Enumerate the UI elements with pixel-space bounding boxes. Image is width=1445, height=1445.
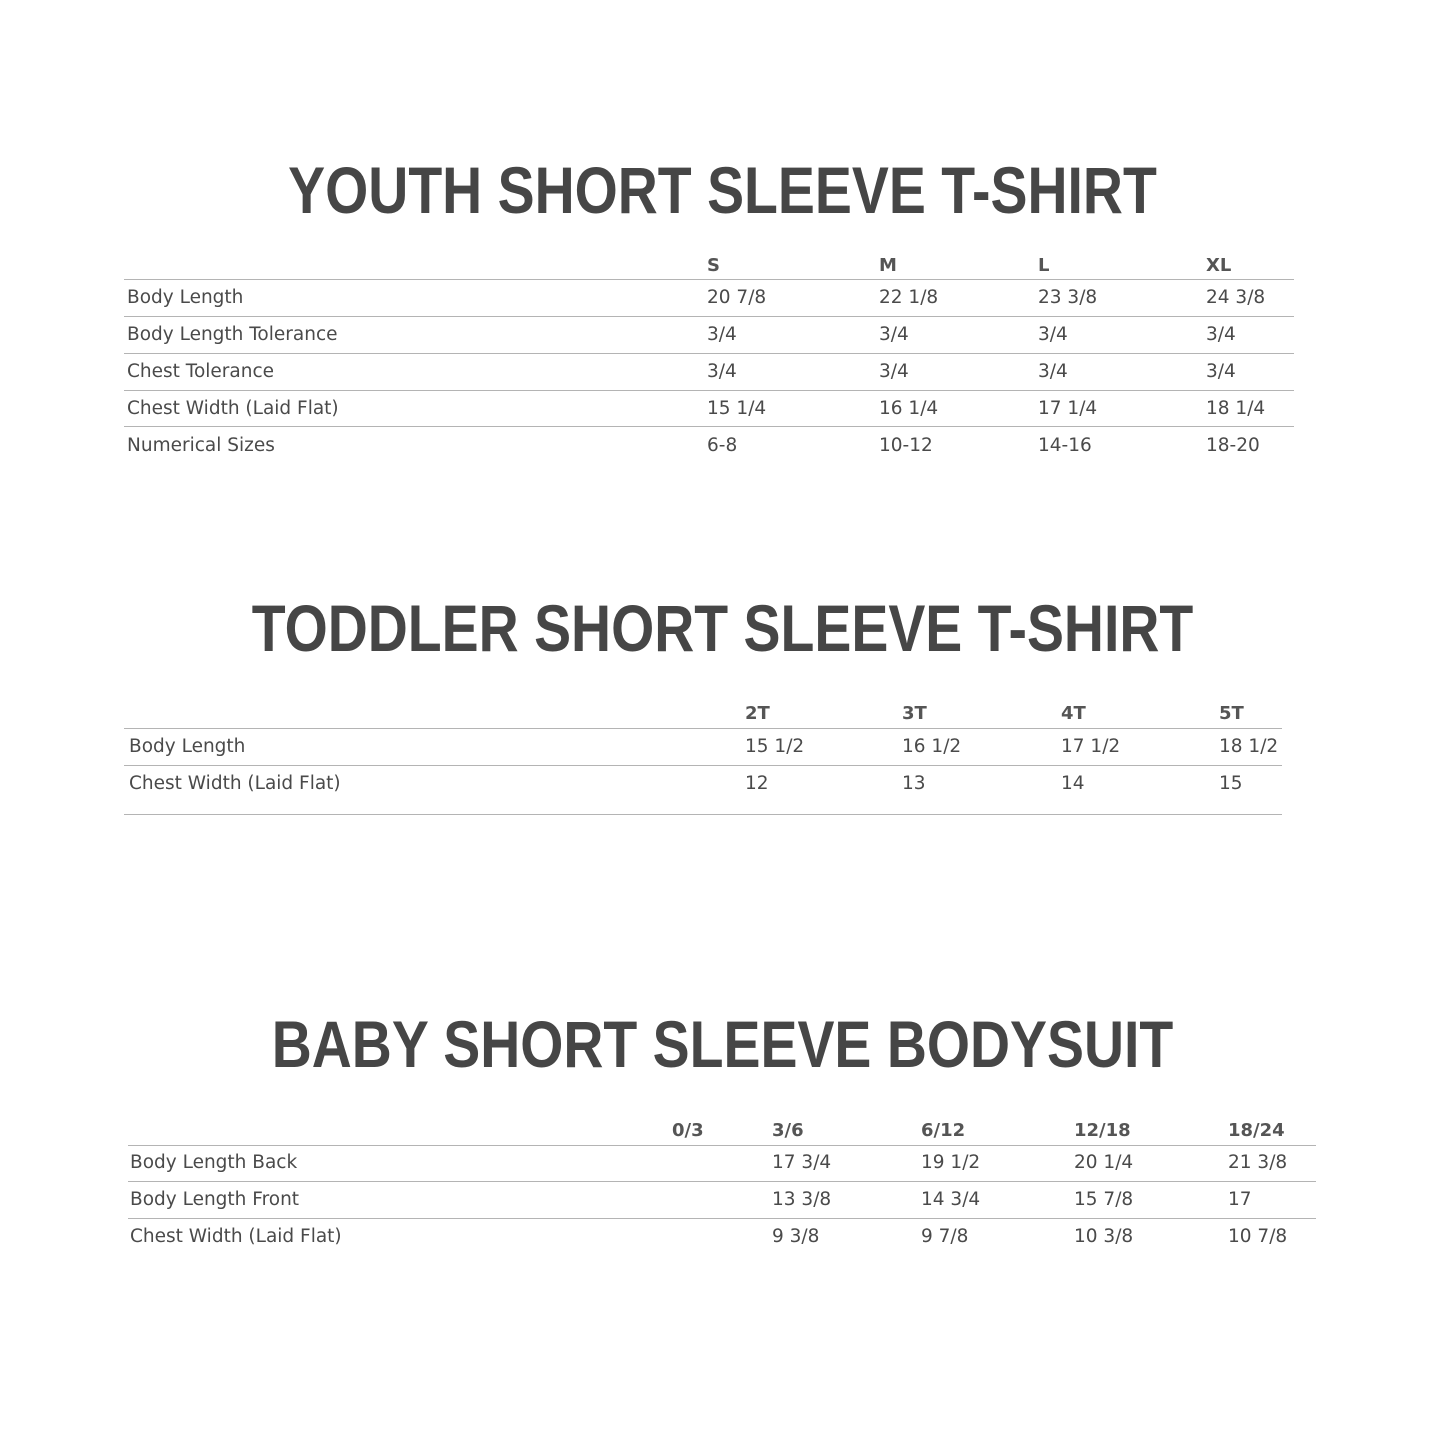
baby-col-header: 18/24 — [1228, 1120, 1285, 1141]
cell-value: 16 1/4 — [879, 398, 939, 419]
table-divider — [124, 765, 1282, 766]
cell-value: 20 7/8 — [707, 287, 767, 308]
cell-value: 15 7/8 — [1074, 1189, 1134, 1210]
youth-col-header: L — [1038, 255, 1050, 276]
toddler-col-header: 5T — [1219, 703, 1244, 724]
cell-value: 22 1/8 — [879, 287, 939, 308]
table-divider — [124, 353, 1294, 354]
cell-value: 3/4 — [1038, 361, 1068, 382]
cell-value: 13 — [902, 773, 926, 794]
cell-value: 12 — [745, 773, 769, 794]
row-label: Body Length — [127, 287, 244, 308]
cell-value: 14 3/4 — [921, 1189, 981, 1210]
row-label: Body Length Back — [130, 1152, 298, 1173]
cell-value: 20 1/4 — [1074, 1152, 1134, 1173]
cell-value: 9 7/8 — [921, 1226, 969, 1247]
table-divider — [128, 1181, 1316, 1182]
row-label: Body Length Tolerance — [127, 324, 338, 345]
cell-value: 13 3/8 — [772, 1189, 832, 1210]
table-divider — [124, 279, 1294, 280]
cell-value: 10 3/8 — [1074, 1226, 1134, 1247]
cell-value: 24 3/8 — [1206, 287, 1266, 308]
toddler-col-header: 3T — [902, 703, 927, 724]
baby-col-header: 12/18 — [1074, 1120, 1131, 1141]
cell-value: 3/4 — [1206, 361, 1236, 382]
cell-value: 10 7/8 — [1228, 1226, 1288, 1247]
cell-value: 17 1/4 — [1038, 398, 1098, 419]
youth-col-header: M — [879, 255, 897, 276]
table-divider — [128, 1218, 1316, 1219]
row-label: Chest Width (Laid Flat) — [127, 398, 339, 419]
toddler-title: TODDLER SHORT SLEEVE T-SHIRT — [251, 591, 1194, 665]
cell-value: 14 — [1061, 773, 1085, 794]
youth-col-header: XL — [1206, 255, 1232, 276]
cell-value: 3/4 — [879, 361, 909, 382]
table-divider — [124, 728, 1282, 729]
table-divider — [124, 814, 1282, 815]
cell-value: 19 1/2 — [921, 1152, 981, 1173]
cell-value: 3/4 — [1206, 324, 1236, 345]
table-divider — [124, 316, 1294, 317]
cell-value: 17 1/2 — [1061, 736, 1121, 757]
cell-value: 21 3/8 — [1228, 1152, 1288, 1173]
table-divider — [124, 390, 1294, 391]
row-label: Chest Tolerance — [127, 361, 275, 382]
baby-title: BABY SHORT SLEEVE BODYSUIT — [271, 1007, 1174, 1081]
cell-value: 15 — [1219, 773, 1243, 794]
cell-value: 15 1/4 — [707, 398, 767, 419]
baby-col-header: 3/6 — [772, 1120, 804, 1141]
row-label: Numerical Sizes — [127, 435, 275, 456]
cell-value: 23 3/8 — [1038, 287, 1098, 308]
cell-value: 3/4 — [707, 361, 737, 382]
youth-title: YOUTH SHORT SLEEVE T-SHIRT — [288, 153, 1157, 227]
baby-col-header: 6/12 — [921, 1120, 966, 1141]
table-divider — [128, 1145, 1316, 1146]
row-label: Chest Width (Laid Flat) — [130, 1226, 342, 1247]
row-label: Body Length — [129, 736, 246, 757]
cell-value: 3/4 — [707, 324, 737, 345]
cell-value: 9 3/8 — [772, 1226, 820, 1247]
cell-value: 17 3/4 — [772, 1152, 832, 1173]
table-divider — [124, 426, 1294, 427]
cell-value: 17 — [1228, 1189, 1252, 1210]
youth-col-header: S — [707, 255, 720, 276]
toddler-col-header: 2T — [745, 703, 770, 724]
row-label: Chest Width (Laid Flat) — [129, 773, 341, 794]
toddler-col-header: 4T — [1061, 703, 1086, 724]
cell-value: 16 1/2 — [902, 736, 962, 757]
cell-value: 10-12 — [879, 435, 933, 456]
baby-col-header: 0/3 — [672, 1120, 704, 1141]
cell-value: 15 1/2 — [745, 736, 805, 757]
cell-value: 3/4 — [879, 324, 909, 345]
cell-value: 18 1/4 — [1206, 398, 1266, 419]
cell-value: 3/4 — [1038, 324, 1068, 345]
cell-value: 18 1/2 — [1219, 736, 1279, 757]
cell-value: 18-20 — [1206, 435, 1260, 456]
row-label: Body Length Front — [130, 1189, 300, 1210]
cell-value: 6-8 — [707, 435, 738, 456]
cell-value: 14-16 — [1038, 435, 1092, 456]
